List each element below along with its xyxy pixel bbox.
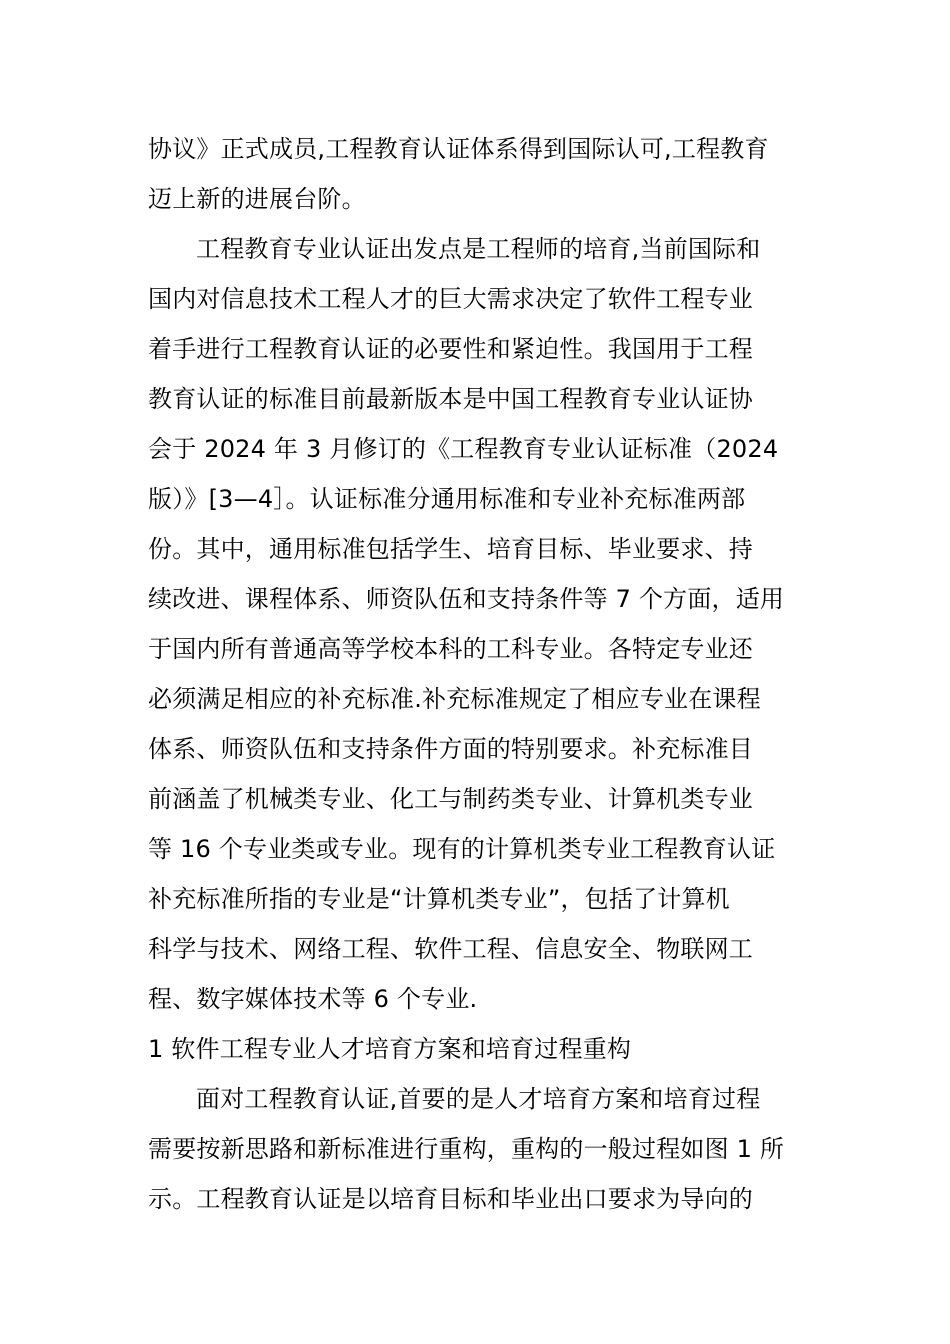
text-line: 必须满足相应的补充标准.补充标准规定了相应专业在课程 xyxy=(148,685,761,713)
text-line: 教育认证的标准目前最新版本是中国工程教育专业认证协 xyxy=(148,385,753,413)
text-line: 前涵盖了机械类专业、化工与制药类专业、计算机类专业 xyxy=(148,785,753,813)
paragraph-section xyxy=(148,1074,820,1224)
text-line: 程、数字媒体技术等 6 个专业. xyxy=(148,985,478,1013)
section-heading: 1 软件工程专业人才培育方案和培育过程重构 xyxy=(148,1035,632,1063)
text-line: 需要按新思路和新标准进行重构，重构的一般过程如图 1 所 xyxy=(148,1135,785,1163)
text-line: 科学与技术、网络工程、软件工程、信息安全、物联网工 xyxy=(148,935,753,963)
text-line: 国内对信息技术工程人才的巨大需求决定了软件工程专业 xyxy=(148,285,753,313)
paragraph-main xyxy=(148,224,820,1024)
text-line: 面对工程教育认证,首要的是人才培育方案和培育过程 xyxy=(196,1085,761,1113)
document-body xyxy=(148,124,820,1224)
text-line: 补充标准所指的专业是“计算机类专业”，包括了计算机 xyxy=(148,885,730,913)
paragraph-continuation xyxy=(148,124,820,224)
text-line: 示。工程教育认证是以培育目标和毕业出口要求为导向的 xyxy=(148,1185,753,1213)
text-line: 等 16 个专业类或专业。现有的计算机类专业工程教育认证 xyxy=(148,835,776,863)
text-line: 于国内所有普通高等学校本科的工科专业。各特定专业还 xyxy=(148,635,753,663)
text-line: 迈上新的进展台阶。 xyxy=(148,185,366,213)
text-line: 体系、师资队伍和支持条件方面的特别要求。补充标准目 xyxy=(148,735,753,763)
text-line: 工程教育专业认证出发点是工程师的培育,当前国际和 xyxy=(196,235,761,263)
text-line: 会于 2024 年 3 月修订的《工程教育专业认证标准（2024 xyxy=(148,435,779,463)
text-line: 协议》正式成员,工程教育认证体系得到国际认可,工程教育 xyxy=(148,135,769,163)
text-line: 续改进、课程体系、师资队伍和支持条件等 7 个方面，适用 xyxy=(148,585,785,613)
text-line: 着手进行工程教育认证的必要性和紧迫性。我国用于工程 xyxy=(148,335,753,363)
text-line: 版）》[3—4］。认证标准分通用标准和专业补充标准两部 xyxy=(148,485,746,513)
text-line: 份。其中，通用标准包括学生、培育目标、毕业要求、持 xyxy=(148,535,753,563)
